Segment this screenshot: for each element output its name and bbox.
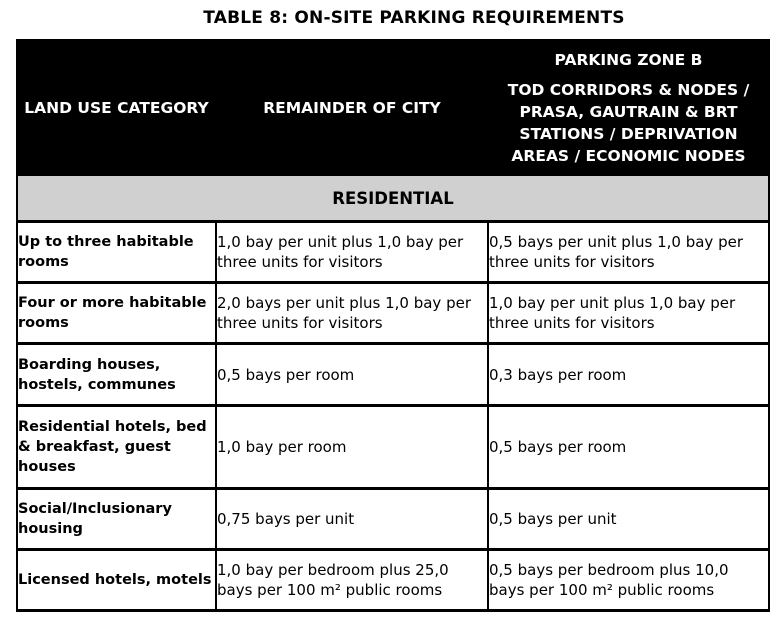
row-remainder-value: 1,0 bay per unit plus 1,0 bay per three units for visitors bbox=[217, 223, 487, 281]
row-zone-b-value: 0,5 bays per unit bbox=[489, 490, 768, 548]
row-zone-b-value: 0,5 bays per room bbox=[489, 407, 768, 487]
row-remainder-value: 2,0 bays per unit plus 1,0 bay per three units for visitors bbox=[217, 284, 487, 342]
row-zone-b-value: 1,0 bay per unit plus 1,0 bay per three units for visitors bbox=[489, 284, 768, 342]
row-category: Licensed hotels, motels bbox=[18, 551, 215, 609]
row-remainder-value: 0,75 bays per unit bbox=[217, 490, 487, 548]
header-parking-zone-b bbox=[489, 42, 768, 173]
row-category: Boarding houses, hostels, communes bbox=[18, 345, 215, 404]
table-row bbox=[18, 345, 768, 404]
row-category: Residential hotels, bed & breakfast, guest houses bbox=[18, 407, 215, 487]
row-remainder-value: 1,0 bay per room bbox=[217, 407, 487, 487]
row-zone-b-value: 0,5 bays per unit plus 1,0 bay per three units for visitors bbox=[489, 223, 768, 281]
row-remainder-value: 0,5 bays per room bbox=[217, 345, 487, 404]
header-remainder-label: REMAINDER OF CITY bbox=[263, 98, 441, 117]
table-row bbox=[18, 490, 768, 548]
header-zone-b-description: TOD CORRIDORS & NODES / PRASA, GAUTRAIN & BRT STATIONS / DEPRIVATION AREAS / ECONOMIC NODES bbox=[507, 80, 750, 165]
row-zone-b-value: 0,3 bays per room bbox=[489, 345, 768, 404]
table-row bbox=[18, 284, 768, 342]
row-category: Up to three habitable rooms bbox=[18, 223, 215, 281]
row-remainder-value: 1,0 bay per bedroom plus 25,0 bays per 100 m² public rooms bbox=[217, 551, 487, 609]
header-land-use bbox=[18, 42, 215, 173]
table-row bbox=[18, 551, 768, 609]
parking-requirements-table bbox=[16, 39, 770, 612]
section-row bbox=[18, 176, 768, 220]
header-remainder-of-city bbox=[217, 42, 487, 173]
header-zone-b-title: PARKING ZONE B bbox=[554, 50, 703, 69]
header-row bbox=[18, 42, 768, 173]
table-row bbox=[18, 407, 768, 487]
row-category: Social/Inclusionary housing bbox=[18, 490, 215, 548]
section-residential: RESIDENTIAL bbox=[18, 176, 768, 220]
row-zone-b-value: 0,5 bays per bedroom plus 10,0 bays per 100 m² public rooms bbox=[489, 551, 768, 609]
table-row bbox=[18, 223, 768, 281]
row-category: Four or more habitable rooms bbox=[18, 284, 215, 342]
header-land-use-label: LAND USE CATEGORY bbox=[24, 98, 209, 117]
table-title: TABLE 8: ON-SITE PARKING REQUIREMENTS bbox=[203, 8, 625, 28]
